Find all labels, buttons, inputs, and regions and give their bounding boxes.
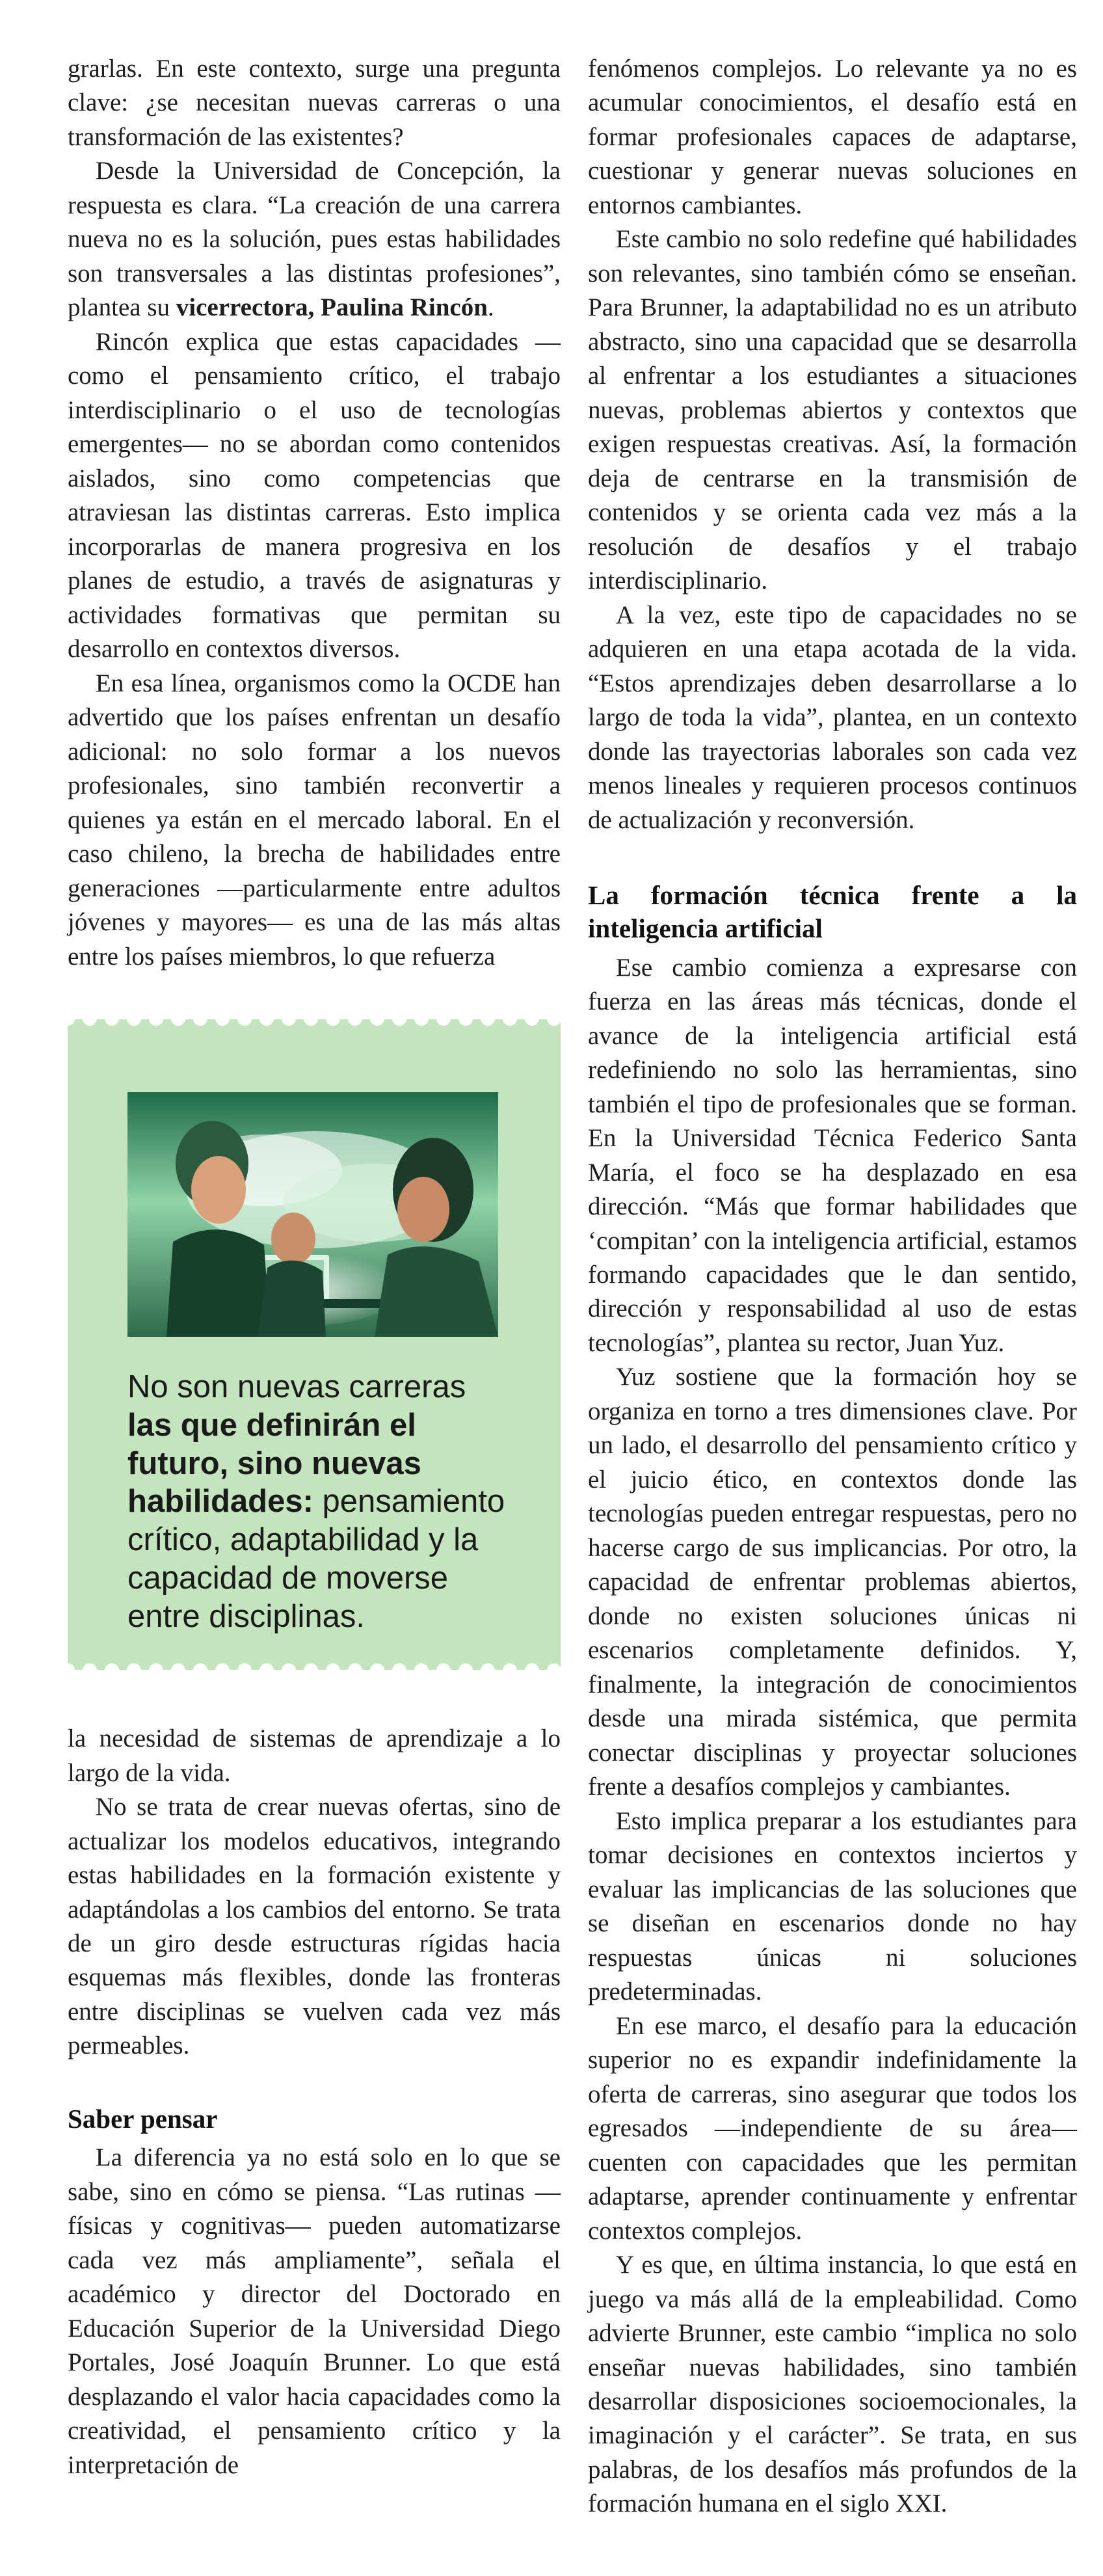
- pull-quote-highlight: las que definirán el futuro, sino nuevas habilidades:: [127, 1407, 421, 1520]
- paragraph: Esto implica preparar a los estudiantes para tomar decisiones en contextos inciertos y evaluar las implicancias de las soluciones que se diseñan en escenarios donde no hay respuestas únicas ni soluciones predeterminadas.: [588, 1806, 1077, 2006]
- paragraph: Este cambio no solo redefine qué habilidades son relevantes, sino también cómo se enseñan. Para Brunner, la adaptabilidad no es un atributo abstracto, sino una capacidad que se desarrolla al enfrentar a los estudiantes a situaciones nuevas, problemas abiertos y contextos que exigen respuestas creativas. Así, la formación deja de centrarse en la transmisión de contenidos y se orienta cada vez más a la resolución de desafíos y el trabajo interdisciplinario.: [588, 225, 1077, 595]
- paragraph: No se trata de crear nuevas ofertas, sino de actualizar los modelos educativos, integrando estas habilidades en la formación existente y adaptándolas a los cambios del entorno. Se trata de un giro desde estructuras rígidas hacia esquemas más flexibles, donde las fronteras entre disciplinas se vuelven cada vez más permeables.: [68, 1793, 561, 2060]
- students-image: [127, 1092, 498, 1337]
- section-heading: La formación técnica frente a la inteligencia artificial: [588, 880, 1077, 944]
- paragraph: fenómenos complejos. Lo relevante ya no es acumular conocimientos, el desafío está en formar profesionales capaces de adaptarse, cuestionar y generar nuevas soluciones en entornos cambiantes.: [588, 55, 1077, 219]
- paragraph: En ese marco, el desafío para la educación superior no es expandir indefinidamente la oferta de carreras, sino asegurar que todos los egresados —independiente de su área— cuenten con capacidades que les permitan adaptarse, aprender continuamente y enfrentar contextos complejos.: [588, 2011, 1077, 2245]
- pull-quote-text: No son nuevas carreras: [127, 1369, 466, 1405]
- paragraph: En esa línea, organismos como la OCDE han advertido que los países enfrentan un desafío adicional: no solo formar a los nuevos profesionales, sino también reconvertir a quienes ya están en el mercado laboral. En el caso chileno, la brecha de habilidades entre generaciones —particularmente entre adultos jóvenes y mayores— es una de las más altas entre los países miembros, lo que refuerza: [68, 669, 561, 971]
- paragraph: A la vez, este tipo de capacidades no se adquieren en una etapa acotada de la vida. “Estos aprendizajes deben desarrollarse a lo largo de toda la vida”, plantea, en un contexto donde las trayectorias laborales son cada vez menos lineales y requieren procesos continuos de actualización y reconversión.: [588, 600, 1077, 834]
- paragraph: Y es que, en última instancia, lo que está en juego va más allá de la empleabilidad. Como advierte Brunner, este cambio “implica no solo enseñar nuevas habilidades, sino también desarrollar disposiciones socioemocionales, la imaginación y el carácter”. Se trata, en sus palabras, de los desafíos más profundos de la formación humana en el siglo XXI.: [588, 2251, 1077, 2518]
- paragraph: grarlas. En este contexto, surge una pregunta clave: ¿se necesitan nuevas carreras o una transformación de las existentes?: [68, 55, 561, 151]
- person-name: vicerrectora, Paulina Rincón: [176, 293, 488, 322]
- paragraph: Yuz sostiene que la formación hoy se organiza en torno a tres dimensiones clave. Por un lado, el desarrollo del pensamiento crítico y el juicio ético, en contextos donde las tecnologías pueden entregar respuestas, pero no hacerse cargo de sus implicancias. Por otro, la capacidad de enfrentar problemas abiertos, donde no existen soluciones únicas ni escenarios completamente definidos. Y, finalmente, la integración de conocimientos desde una mirada sistémica, que permita conectar disciplinas y proyectar soluciones frente a desafíos complejos y cambiantes.: [588, 1363, 1077, 1801]
- left-column: [68, 52, 561, 2482]
- paragraph: la necesidad de sistemas de aprendizaje a lo largo de la vida.: [68, 1724, 561, 1787]
- scallop-edge-top: [68, 1019, 561, 1030]
- section-heading: Saber pensar: [68, 2103, 218, 2134]
- pull-quote-text: pensamiento crítico, adaptabilidad y la capacidad de moverse entre disciplinas.: [127, 1484, 505, 1634]
- paragraph: Ese cambio comienza a expresarse con fuerza en las áreas más técnicas, donde el avance de la inteligencia artificial está redefiniendo no solo las herramientas, sino también el tipo de profesionales que se forman. En la Universidad Técnica Federico Santa María, el foco se ha desplazado en esa dirección. “Más que formar habilidades que ‘compitan’ con la inteligencia artificial, estamos formando capacidades que le dan sentido, dirección y responsabilidad al uso de estas tecnologías”, plantea su rector, Juan Yuz.: [588, 953, 1077, 1357]
- pull-quote-box: [68, 1019, 561, 1670]
- paragraph: Rincón explica que estas capacidades —como el pensamiento crítico, el trabajo interdisciplinario o el uso de tecnologías emergentes— no se abordan como contenidos aislados, sino como competencias que atraviesan las distintas carreras. Esto implica incorporarlas de manera progresiva en los planes de estudio, a través de asignaturas y actividades formativas que permitan su desarrollo en contextos diversos.: [68, 327, 561, 664]
- article-photo: [127, 1092, 498, 1337]
- paragraph-text: Desde la Universidad de Concepción, la respuesta es clara. “La creación de una carrera nueva no es la solución, pues estas habilidades son transversales a las distintas profesiones”, plantea su: [68, 157, 561, 322]
- paragraph-text: .: [487, 293, 494, 322]
- paragraph: [68, 154, 561, 325]
- scallop-edge-bottom: [68, 1659, 561, 1670]
- pull-quote: [127, 1368, 518, 1636]
- paragraph: La diferencia ya no está solo en lo que se sabe, sino en cómo se piensa. “Las rutinas —físicas y cognitivas— pueden automatizarse cada vez más ampliamente”, señala el académico y director del Doctorado en Educación Superior de la Universidad Diego Portales, José Joaquín Brunner. Lo que está desplazando el valor hacia capacidades como la creatividad, el pensamiento crítico y la interpretación de: [68, 2143, 561, 2479]
- right-column: [588, 52, 1077, 2521]
